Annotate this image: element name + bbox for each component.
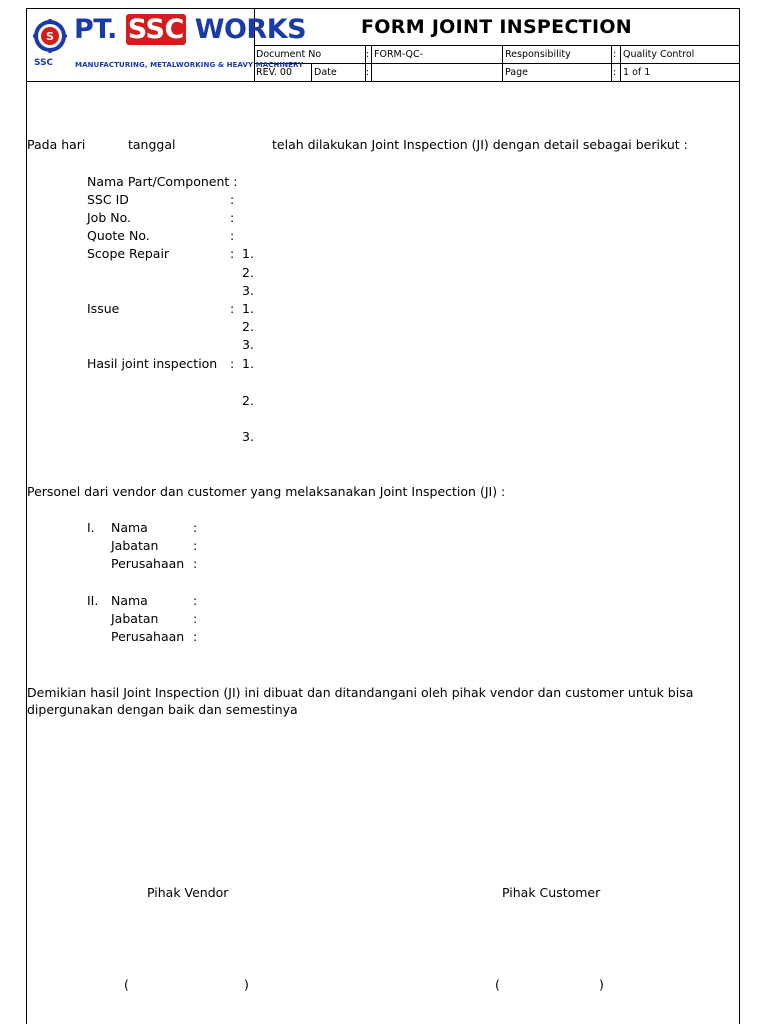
date-label: Date <box>314 67 337 78</box>
intro-tanggal: tanggal <box>128 137 176 152</box>
header-rule <box>26 81 740 82</box>
responsibility-value: Quality Control <box>623 49 695 60</box>
job-no-label: Job No. <box>87 210 131 225</box>
personnel-1-jabatan-colon: : <box>193 538 198 553</box>
issue-item-1: 1. <box>242 301 254 316</box>
header-cell-divider <box>371 45 372 81</box>
issue-item-3: 3. <box>242 337 254 352</box>
header-cell-divider <box>611 45 612 81</box>
personnel-1-nama-colon: : <box>193 520 198 535</box>
scope-repair-colon: : <box>230 246 235 261</box>
scope-repair-label: Scope Repair <box>87 246 170 261</box>
personnel-2-perusahaan-colon: : <box>193 629 198 644</box>
svg-text:S: S <box>46 30 54 43</box>
company-emblem-icon <box>33 19 67 53</box>
document-no-label: Document No <box>256 49 322 60</box>
quote-no-colon: : <box>230 228 235 243</box>
quote-no-label: Quote No. <box>87 228 150 243</box>
personnel-2-number: II. <box>87 593 99 608</box>
ssc-id-colon: : <box>230 192 235 207</box>
closing-line-2: dipergunakan dengan baik dan semestinya <box>27 702 298 717</box>
hasil-ji-label: Hasil joint inspection <box>87 356 218 371</box>
hasil-ji-item-1: 1. <box>242 356 254 371</box>
personnel-heading: Personel dari vendor dan customer yang melaksanakan Joint Inspection (JI) : <box>27 484 506 499</box>
header-cell-divider <box>311 63 312 81</box>
page-label: Page <box>505 67 528 78</box>
vendor-signature-open-paren: ( <box>124 977 129 992</box>
intro-statement: telah dilakukan Joint Inspection (JI) dengan detail sebagai berikut : <box>272 137 688 152</box>
document-no-value: FORM-QC- <box>374 49 424 60</box>
personnel-1-perusahaan-label: Perusahaan <box>111 556 185 571</box>
personnel-2-jabatan-colon: : <box>193 611 198 626</box>
header-cell-divider <box>620 45 621 81</box>
closing-line-1: Demikian hasil Joint Inspection (JI) ini dibuat dan ditandangani oleh pihak vendor dan customer untuk bisa <box>27 685 694 700</box>
scope-repair-item-3: 3. <box>242 283 254 298</box>
company-name-suffix: WORKS <box>194 14 307 45</box>
personnel-1-perusahaan-colon: : <box>193 556 198 571</box>
company-tagline: MANUFACTURING, METALWORKING & HEAVY MACHINERY <box>75 61 304 69</box>
personnel-2-perusahaan-label: Perusahaan <box>111 629 185 644</box>
page-colon: : <box>613 67 617 78</box>
header-cell-divider <box>502 45 503 81</box>
company-name-prefix: PT. <box>74 14 117 45</box>
personnel-2-jabatan-label: Jabatan <box>111 611 159 626</box>
issue-label: Issue <box>87 301 120 316</box>
revision-label: REV. 00 <box>256 67 293 78</box>
personnel-1-nama-label: Nama <box>111 520 148 535</box>
nama-part-label: Nama Part/Component : <box>87 174 238 189</box>
vendor-signature-close-paren: ) <box>244 977 249 992</box>
customer-signature-open-paren: ( <box>495 977 500 992</box>
vendor-signature-label: Pihak Vendor <box>147 885 229 900</box>
form-title: FORM JOINT INSPECTION <box>361 16 632 38</box>
date-colon: : <box>366 67 370 78</box>
hasil-ji-item-3: 3. <box>242 429 254 444</box>
scope-repair-item-2: 2. <box>242 265 254 280</box>
hasil-ji-colon: : <box>230 356 235 371</box>
customer-signature-close-paren: ) <box>599 977 604 992</box>
personnel-2-nama-colon: : <box>193 593 198 608</box>
personnel-1-jabatan-label: Jabatan <box>111 538 159 553</box>
issue-item-2: 2. <box>242 319 254 334</box>
scope-repair-item-1: 1. <box>242 246 254 261</box>
form-border-left <box>26 8 27 1024</box>
customer-signature-label: Pihak Customer <box>502 885 601 900</box>
page-value: 1 of 1 <box>623 67 651 78</box>
ssc-id-label: SSC ID <box>87 192 129 207</box>
responsibility-colon: : <box>613 49 617 60</box>
emblem-label: SSC <box>34 58 54 68</box>
form-border-right <box>739 8 740 1024</box>
personnel-1-number: I. <box>87 520 95 535</box>
personnel-2-nama-label: Nama <box>111 593 148 608</box>
hasil-ji-item-2: 2. <box>242 393 254 408</box>
company-name-highlight: SSC <box>127 14 184 45</box>
issue-colon: : <box>230 301 235 316</box>
responsibility-label: Responsibility <box>505 49 571 60</box>
intro-pada-hari: Pada hari <box>27 137 86 152</box>
job-no-colon: : <box>230 210 235 225</box>
document-no-colon: : <box>366 49 370 60</box>
